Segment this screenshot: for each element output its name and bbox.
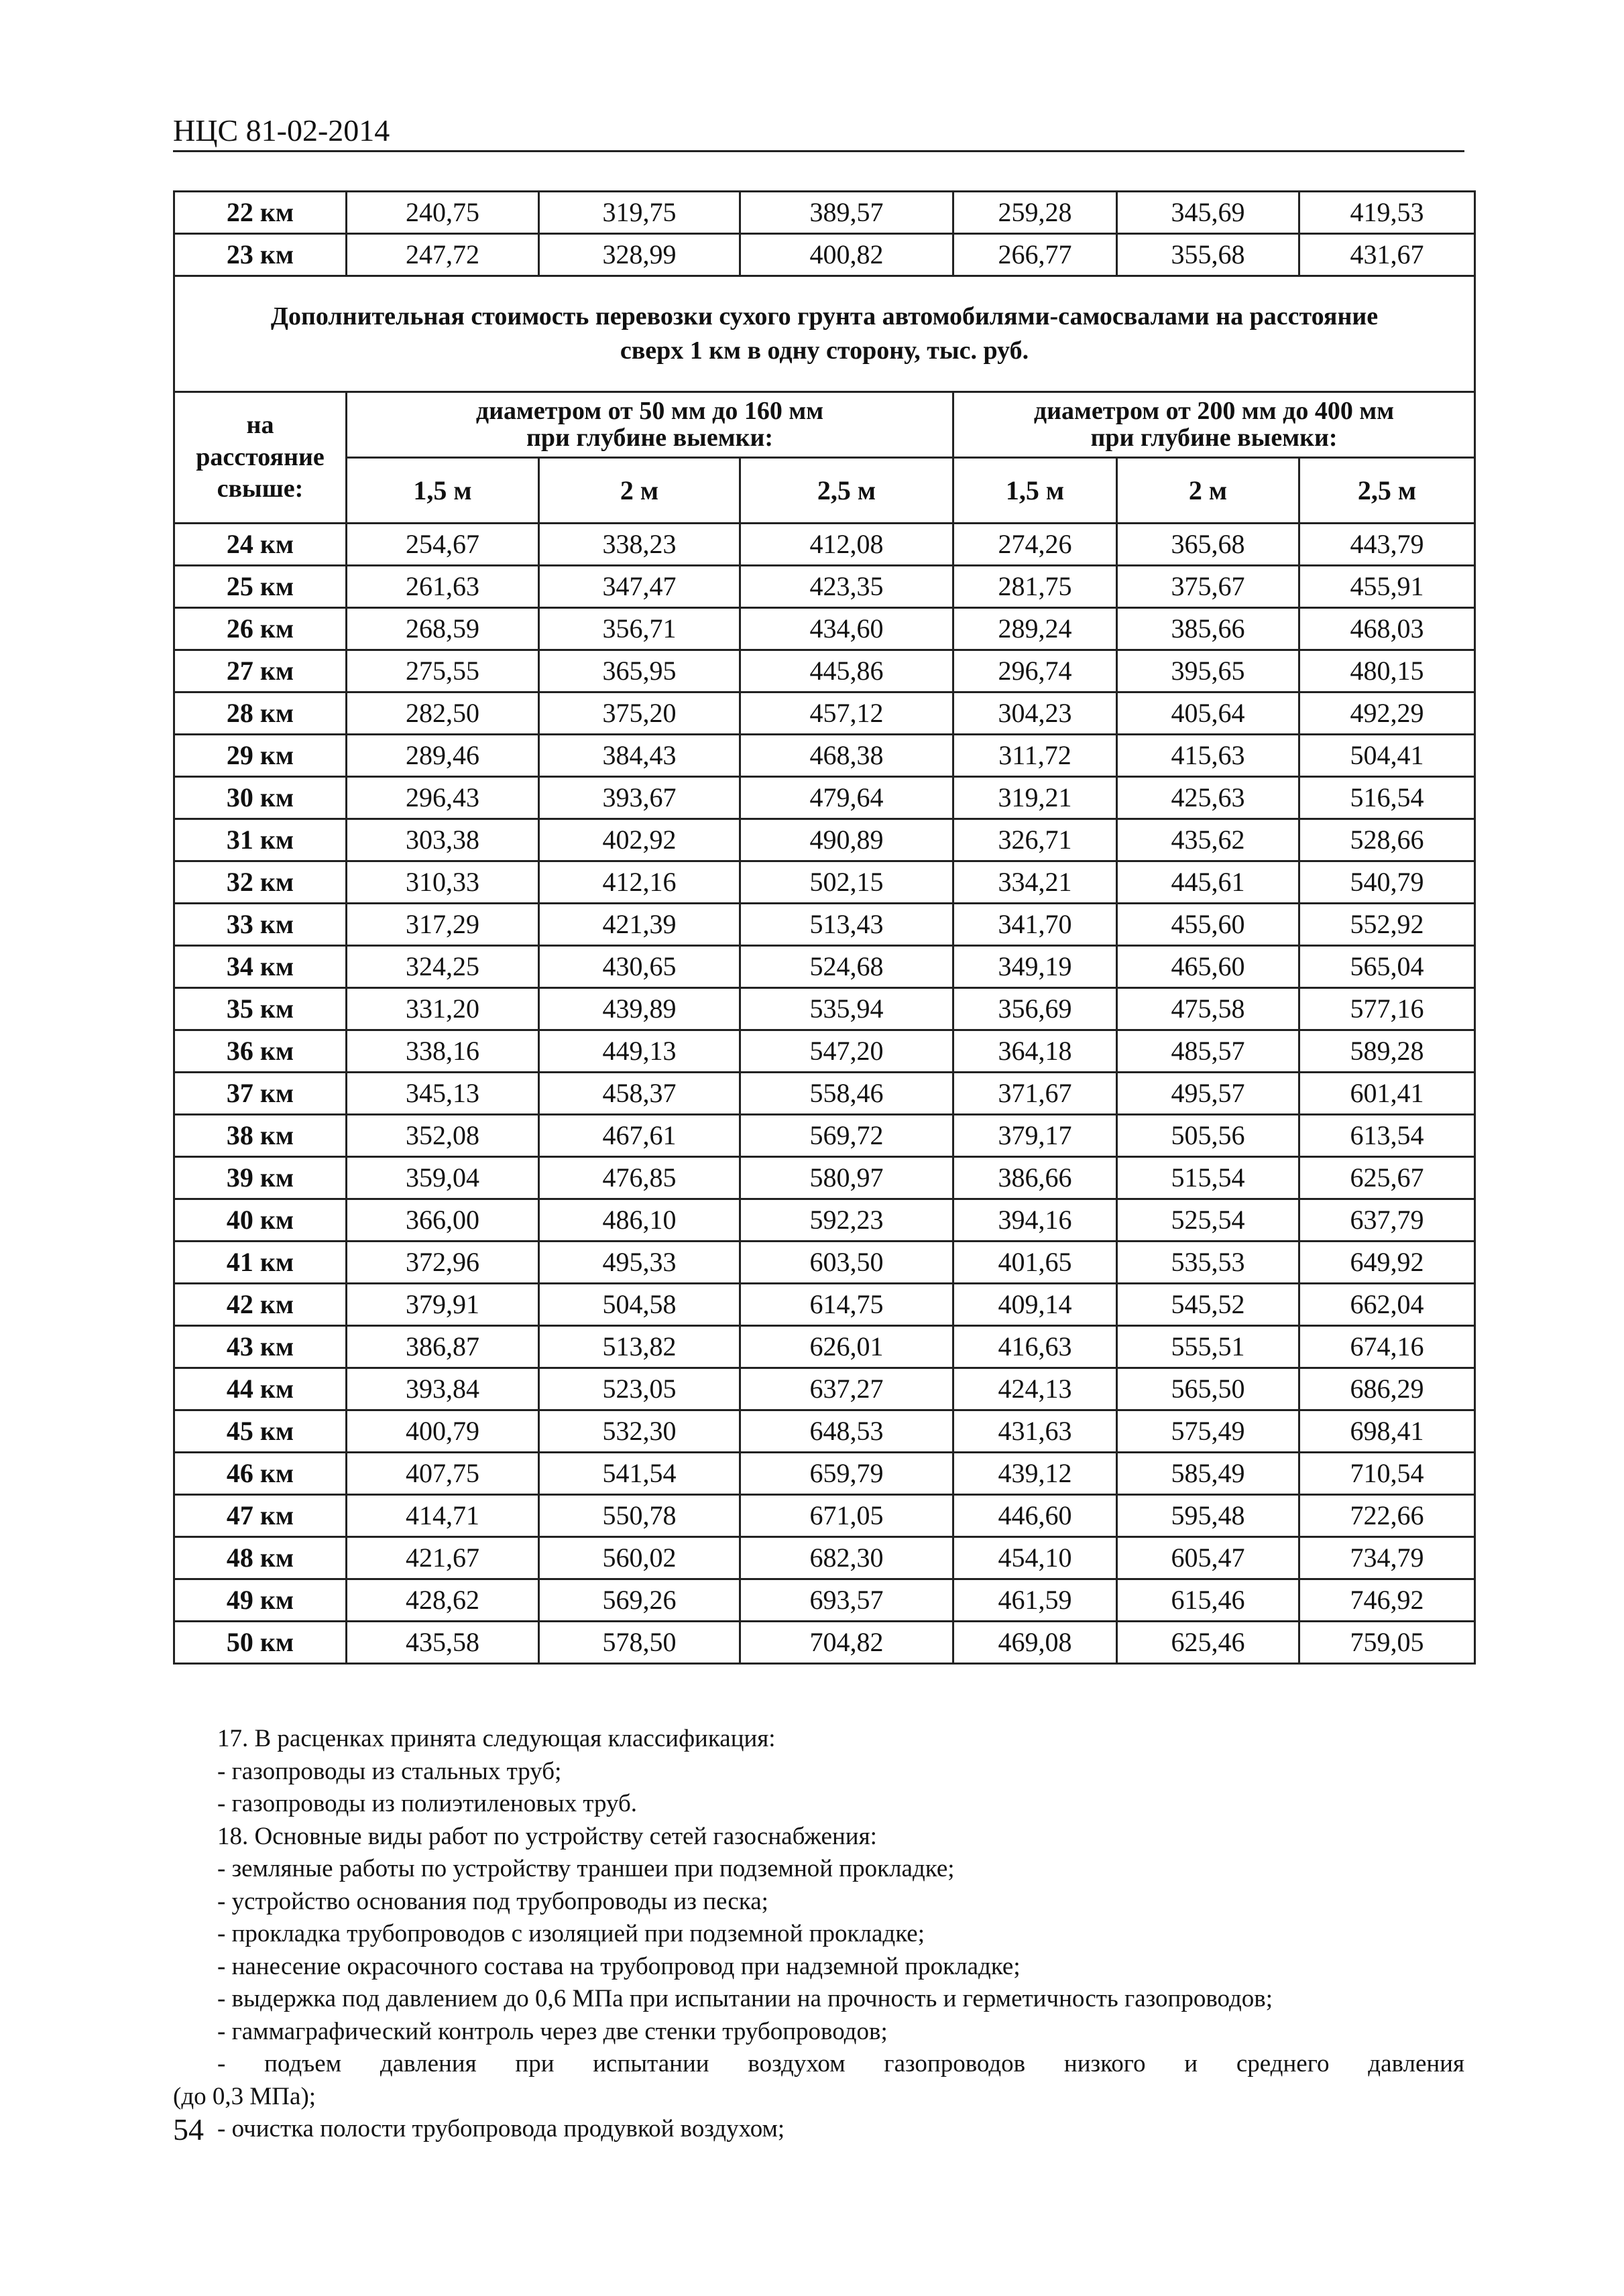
price-cell: 467,61 bbox=[539, 1115, 740, 1157]
price-cell: 424,13 bbox=[953, 1368, 1117, 1410]
price-cell: 395,65 bbox=[1117, 650, 1299, 692]
table-row bbox=[174, 1073, 1475, 1115]
price-cell: 254,67 bbox=[347, 524, 539, 566]
price-cell: 693,57 bbox=[740, 1579, 953, 1622]
price-cell: 569,26 bbox=[539, 1579, 740, 1622]
price-cell: 552,92 bbox=[1299, 904, 1475, 946]
distance-cell: 22 км bbox=[174, 192, 347, 234]
price-cell: 416,63 bbox=[953, 1326, 1117, 1368]
price-cell: 274,26 bbox=[953, 524, 1117, 566]
price-cell: 303,38 bbox=[347, 819, 539, 861]
price-cell: 545,52 bbox=[1117, 1284, 1299, 1326]
table-row bbox=[174, 650, 1475, 692]
table-row bbox=[174, 1284, 1475, 1326]
price-cell: 704,82 bbox=[740, 1622, 953, 1664]
caption-line: Дополнительная стоимость перевозки сухого грунта автомобилями-самосвалами на расстояние bbox=[270, 302, 1379, 330]
price-cell: 541,54 bbox=[539, 1453, 740, 1495]
price-cell: 560,02 bbox=[539, 1537, 740, 1579]
price-cell: 394,16 bbox=[953, 1199, 1117, 1242]
price-cell: 419,53 bbox=[1299, 192, 1475, 234]
price-cell: 613,54 bbox=[1299, 1115, 1475, 1157]
distance-cell: 27 км bbox=[174, 650, 347, 692]
table-row bbox=[174, 1199, 1475, 1242]
price-cell: 365,68 bbox=[1117, 524, 1299, 566]
price-cell: 615,46 bbox=[1117, 1579, 1299, 1622]
group-header-large-diameter bbox=[953, 392, 1475, 458]
price-cell: 431,63 bbox=[953, 1410, 1117, 1453]
table-row bbox=[174, 192, 1475, 234]
price-cell: 495,57 bbox=[1117, 1073, 1299, 1115]
price-cell: 389,57 bbox=[740, 192, 953, 234]
caption-row bbox=[174, 276, 1475, 392]
depth-header: 2 м bbox=[1117, 458, 1299, 524]
distance-cell: 36 км bbox=[174, 1030, 347, 1073]
row-header-cell bbox=[174, 392, 347, 524]
price-cell: 349,19 bbox=[953, 946, 1117, 988]
distance-cell: 31 км bbox=[174, 819, 347, 861]
group-header-small-diameter bbox=[347, 392, 953, 458]
price-cell: 439,12 bbox=[953, 1453, 1117, 1495]
table-row bbox=[174, 946, 1475, 988]
top-rows bbox=[174, 192, 1475, 276]
price-cell: 371,67 bbox=[953, 1073, 1117, 1115]
price-cell: 364,18 bbox=[953, 1030, 1117, 1073]
distance-cell: 25 км bbox=[174, 566, 347, 608]
price-cell: 386,66 bbox=[953, 1157, 1117, 1199]
price-cell: 421,39 bbox=[539, 904, 740, 946]
table-row bbox=[174, 819, 1475, 861]
price-cell: 281,75 bbox=[953, 566, 1117, 608]
price-cell: 386,87 bbox=[347, 1326, 539, 1368]
price-cell: 682,30 bbox=[740, 1537, 953, 1579]
price-cell: 385,66 bbox=[1117, 608, 1299, 650]
price-cell: 626,01 bbox=[740, 1326, 953, 1368]
price-cell: 513,43 bbox=[740, 904, 953, 946]
price-cell: 445,61 bbox=[1117, 861, 1299, 904]
price-cell: 649,92 bbox=[1299, 1242, 1475, 1284]
price-cell: 558,46 bbox=[740, 1073, 953, 1115]
note-item: - подъем давления при испытании воздухом газопроводов низкого и среднего давления bbox=[217, 2050, 1464, 2077]
distance-cell: 49 км bbox=[174, 1579, 347, 1622]
price-cell: 513,82 bbox=[539, 1326, 740, 1368]
price-cell: 445,86 bbox=[740, 650, 953, 692]
price-cell: 585,49 bbox=[1117, 1453, 1299, 1495]
price-cell: 331,20 bbox=[347, 988, 539, 1030]
price-cell: 412,08 bbox=[740, 524, 953, 566]
table-row bbox=[174, 524, 1475, 566]
price-cell: 516,54 bbox=[1299, 777, 1475, 819]
table-row bbox=[174, 777, 1475, 819]
price-cell: 282,50 bbox=[347, 692, 539, 735]
price-cell: 375,67 bbox=[1117, 566, 1299, 608]
price-cell: 393,67 bbox=[539, 777, 740, 819]
price-cell: 523,05 bbox=[539, 1368, 740, 1410]
price-cell: 495,33 bbox=[539, 1242, 740, 1284]
price-cell: 317,29 bbox=[347, 904, 539, 946]
price-cell: 580,97 bbox=[740, 1157, 953, 1199]
table-row bbox=[174, 1157, 1475, 1199]
price-cell: 525,54 bbox=[1117, 1199, 1299, 1242]
price-cell: 296,43 bbox=[347, 777, 539, 819]
table-row bbox=[174, 1326, 1475, 1368]
main-rows bbox=[174, 524, 1475, 1664]
price-cell: 532,30 bbox=[539, 1410, 740, 1453]
price-cell: 479,64 bbox=[740, 777, 953, 819]
price-cell: 504,41 bbox=[1299, 735, 1475, 777]
price-cell: 480,15 bbox=[1299, 650, 1475, 692]
price-cell: 347,47 bbox=[539, 566, 740, 608]
table-row bbox=[174, 1622, 1475, 1664]
price-cell: 625,46 bbox=[1117, 1622, 1299, 1664]
price-cell: 465,60 bbox=[1117, 946, 1299, 988]
price-cell: 446,60 bbox=[953, 1495, 1117, 1537]
price-cell: 577,16 bbox=[1299, 988, 1475, 1030]
row-header-line: на bbox=[246, 411, 274, 440]
price-cell: 423,35 bbox=[740, 566, 953, 608]
price-cell: 439,89 bbox=[539, 988, 740, 1030]
price-cell: 595,48 bbox=[1117, 1495, 1299, 1537]
price-cell: 268,59 bbox=[347, 608, 539, 650]
price-cell: 359,04 bbox=[347, 1157, 539, 1199]
distance-cell: 37 км bbox=[174, 1073, 347, 1115]
price-cell: 400,82 bbox=[740, 234, 953, 276]
note-item-continuation: (до 0,3 МПа); bbox=[173, 2082, 316, 2110]
distance-cell: 48 км bbox=[174, 1537, 347, 1579]
price-cell: 547,20 bbox=[740, 1030, 953, 1073]
price-cell: 431,67 bbox=[1299, 234, 1475, 276]
price-cell: 345,13 bbox=[347, 1073, 539, 1115]
price-cell: 485,57 bbox=[1117, 1030, 1299, 1073]
distance-cell: 38 км bbox=[174, 1115, 347, 1157]
distance-cell: 46 км bbox=[174, 1453, 347, 1495]
table-row bbox=[174, 1537, 1475, 1579]
price-cell: 356,69 bbox=[953, 988, 1117, 1030]
distance-cell: 39 км bbox=[174, 1157, 347, 1199]
price-cell: 328,99 bbox=[539, 234, 740, 276]
price-cell: 407,75 bbox=[347, 1453, 539, 1495]
depth-header: 2,5 м bbox=[1299, 458, 1475, 524]
note-item: - газопроводы из полиэтиленовых труб. bbox=[217, 1790, 638, 1817]
price-cell: 435,62 bbox=[1117, 819, 1299, 861]
price-cell: 304,23 bbox=[953, 692, 1117, 735]
table-row bbox=[174, 1579, 1475, 1622]
note-item: - устройство основания под трубопроводы из песка; bbox=[217, 1887, 768, 1915]
price-cell: 648,53 bbox=[740, 1410, 953, 1453]
price-cell: 486,10 bbox=[539, 1199, 740, 1242]
price-cell: 601,41 bbox=[1299, 1073, 1475, 1115]
price-cell: 535,94 bbox=[740, 988, 953, 1030]
note-heading: 17. В расценках принята следующая классификация: bbox=[217, 1725, 776, 1752]
price-cell: 443,79 bbox=[1299, 524, 1475, 566]
price-cell: 455,91 bbox=[1299, 566, 1475, 608]
price-cell: 475,58 bbox=[1117, 988, 1299, 1030]
note-item: - земляные работы по устройству траншеи при подземной прокладке; bbox=[217, 1855, 955, 1882]
price-cell: 524,68 bbox=[740, 946, 953, 988]
distance-cell: 42 км bbox=[174, 1284, 347, 1326]
table-row bbox=[174, 861, 1475, 904]
price-cell: 589,28 bbox=[1299, 1030, 1475, 1073]
depth-header: 2,5 м bbox=[740, 458, 953, 524]
note-heading: 18. Основные виды работ по устройству сетей газоснабжения: bbox=[217, 1822, 877, 1850]
distance-cell: 44 км bbox=[174, 1368, 347, 1410]
header-rule bbox=[173, 150, 1464, 152]
price-cell: 505,56 bbox=[1117, 1115, 1299, 1157]
notes-section bbox=[173, 1723, 1464, 2146]
price-cell: 746,92 bbox=[1299, 1579, 1475, 1622]
table-row bbox=[174, 566, 1475, 608]
table-row bbox=[174, 988, 1475, 1030]
price-cell: 405,64 bbox=[1117, 692, 1299, 735]
price-cell: 355,68 bbox=[1117, 234, 1299, 276]
table-row bbox=[174, 692, 1475, 735]
distance-cell: 33 км bbox=[174, 904, 347, 946]
price-cell: 430,65 bbox=[539, 946, 740, 988]
price-cell: 759,05 bbox=[1299, 1622, 1475, 1664]
price-cell: 366,00 bbox=[347, 1199, 539, 1242]
price-cell: 400,79 bbox=[347, 1410, 539, 1453]
price-cell: 319,21 bbox=[953, 777, 1117, 819]
price-cell: 372,96 bbox=[347, 1242, 539, 1284]
price-cell: 414,71 bbox=[347, 1495, 539, 1537]
price-cell: 266,77 bbox=[953, 234, 1117, 276]
price-cell: 289,46 bbox=[347, 735, 539, 777]
table-row bbox=[174, 904, 1475, 946]
distance-cell: 24 км bbox=[174, 524, 347, 566]
page-number: 54 bbox=[173, 2112, 204, 2147]
price-cell: 555,51 bbox=[1117, 1326, 1299, 1368]
note-item: - выдержка под давлением до 0,6 МПа при испытании на прочность и герметичность газопроводов; bbox=[217, 1985, 1273, 2012]
table-row bbox=[174, 234, 1475, 276]
distance-cell: 47 км bbox=[174, 1495, 347, 1537]
note-item: - газопроводы из стальных труб; bbox=[217, 1757, 562, 1785]
group-header-line: при глубине выемки: bbox=[526, 423, 774, 452]
price-cell: 326,71 bbox=[953, 819, 1117, 861]
distance-cell: 45 км bbox=[174, 1410, 347, 1453]
price-cell: 469,08 bbox=[953, 1622, 1117, 1664]
price-cell: 401,65 bbox=[953, 1242, 1117, 1284]
price-cell: 425,63 bbox=[1117, 777, 1299, 819]
price-cell: 535,53 bbox=[1117, 1242, 1299, 1284]
distance-cell: 43 км bbox=[174, 1326, 347, 1368]
table-row bbox=[174, 735, 1475, 777]
price-cell: 334,21 bbox=[953, 861, 1117, 904]
price-cell: 671,05 bbox=[740, 1495, 953, 1537]
price-cell: 356,71 bbox=[539, 608, 740, 650]
price-cell: 637,79 bbox=[1299, 1199, 1475, 1242]
price-cell: 461,59 bbox=[953, 1579, 1117, 1622]
caption-line: сверх 1 км в одну сторону, тыс. руб. bbox=[620, 337, 1029, 365]
depth-header: 1,5 м bbox=[953, 458, 1117, 524]
price-cell: 575,49 bbox=[1117, 1410, 1299, 1453]
price-cell: 384,43 bbox=[539, 735, 740, 777]
table-row bbox=[174, 1030, 1475, 1073]
price-cell: 275,55 bbox=[347, 650, 539, 692]
price-cell: 565,50 bbox=[1117, 1368, 1299, 1410]
price-cell: 698,41 bbox=[1299, 1410, 1475, 1453]
price-cell: 515,54 bbox=[1117, 1157, 1299, 1199]
group-header-row bbox=[174, 392, 1475, 458]
price-cell: 710,54 bbox=[1299, 1453, 1475, 1495]
document-code: НЦС 81-02-2014 bbox=[173, 113, 390, 147]
table-row bbox=[174, 1410, 1475, 1453]
table-row bbox=[174, 1453, 1475, 1495]
price-cell: 409,14 bbox=[953, 1284, 1117, 1326]
price-table bbox=[173, 190, 1476, 1665]
price-cell: 393,84 bbox=[347, 1368, 539, 1410]
group-header-line: диаметром от 50 мм до 160 мм bbox=[475, 396, 824, 425]
distance-cell: 28 км bbox=[174, 692, 347, 735]
table-row bbox=[174, 1115, 1475, 1157]
price-cell: 637,27 bbox=[740, 1368, 953, 1410]
price-cell: 449,13 bbox=[539, 1030, 740, 1073]
distance-cell: 40 км bbox=[174, 1199, 347, 1242]
price-cell: 468,03 bbox=[1299, 608, 1475, 650]
price-cell: 468,38 bbox=[740, 735, 953, 777]
price-cell: 435,58 bbox=[347, 1622, 539, 1664]
distance-cell: 35 км bbox=[174, 988, 347, 1030]
price-cell: 592,23 bbox=[740, 1199, 953, 1242]
price-cell: 625,67 bbox=[1299, 1157, 1475, 1199]
distance-cell: 23 км bbox=[174, 234, 347, 276]
group-header-line: диаметром от 200 мм до 400 мм bbox=[1033, 396, 1395, 425]
price-cell: 310,33 bbox=[347, 861, 539, 904]
distance-cell: 26 км bbox=[174, 608, 347, 650]
price-cell: 578,50 bbox=[539, 1622, 740, 1664]
price-cell: 365,95 bbox=[539, 650, 740, 692]
price-cell: 490,89 bbox=[740, 819, 953, 861]
price-cell: 454,10 bbox=[953, 1537, 1117, 1579]
price-cell: 402,92 bbox=[539, 819, 740, 861]
price-cell: 421,67 bbox=[347, 1537, 539, 1579]
distance-cell: 41 км bbox=[174, 1242, 347, 1284]
price-cell: 324,25 bbox=[347, 946, 539, 988]
note-item: - нанесение окрасочного состава на трубопровод при надземной прокладке; bbox=[217, 1952, 1021, 1980]
price-cell: 659,79 bbox=[740, 1453, 953, 1495]
price-cell: 528,66 bbox=[1299, 819, 1475, 861]
price-cell: 614,75 bbox=[740, 1284, 953, 1326]
price-cell: 379,17 bbox=[953, 1115, 1117, 1157]
price-cell: 341,70 bbox=[953, 904, 1117, 946]
price-cell: 455,60 bbox=[1117, 904, 1299, 946]
price-cell: 565,04 bbox=[1299, 946, 1475, 988]
table-row bbox=[174, 608, 1475, 650]
row-header-line: расстояние bbox=[196, 442, 325, 471]
price-cell: 259,28 bbox=[953, 192, 1117, 234]
price-cell: 686,29 bbox=[1299, 1368, 1475, 1410]
price-cell: 492,29 bbox=[1299, 692, 1475, 735]
price-cell: 457,12 bbox=[740, 692, 953, 735]
price-cell: 603,50 bbox=[740, 1242, 953, 1284]
price-cell: 379,91 bbox=[347, 1284, 539, 1326]
price-cell: 605,47 bbox=[1117, 1537, 1299, 1579]
price-cell: 311,72 bbox=[953, 735, 1117, 777]
price-cell: 476,85 bbox=[539, 1157, 740, 1199]
price-cell: 502,15 bbox=[740, 861, 953, 904]
table-caption bbox=[174, 276, 1475, 392]
price-cell: 415,63 bbox=[1117, 735, 1299, 777]
price-cell: 550,78 bbox=[539, 1495, 740, 1537]
price-cell: 662,04 bbox=[1299, 1284, 1475, 1326]
table-row bbox=[174, 1368, 1475, 1410]
note-item: - гаммаграфический контроль через две стенки трубопроводов; bbox=[217, 2017, 888, 2045]
note-item: - очистка полости трубопровода продувкой воздухом; bbox=[217, 2115, 785, 2142]
distance-cell: 50 км bbox=[174, 1622, 347, 1664]
table-row bbox=[174, 1495, 1475, 1537]
price-cell: 296,74 bbox=[953, 650, 1117, 692]
price-cell: 458,37 bbox=[539, 1073, 740, 1115]
price-cell: 722,66 bbox=[1299, 1495, 1475, 1537]
price-cell: 412,16 bbox=[539, 861, 740, 904]
price-cell: 540,79 bbox=[1299, 861, 1475, 904]
depth-header: 2 м bbox=[539, 458, 740, 524]
price-cell: 338,23 bbox=[539, 524, 740, 566]
distance-cell: 30 км bbox=[174, 777, 347, 819]
price-cell: 319,75 bbox=[539, 192, 740, 234]
price-cell: 247,72 bbox=[347, 234, 539, 276]
depth-header-row bbox=[174, 458, 1475, 524]
table-row bbox=[174, 1242, 1475, 1284]
row-header-line: свыше: bbox=[217, 475, 304, 503]
price-cell: 352,08 bbox=[347, 1115, 539, 1157]
distance-cell: 29 км bbox=[174, 735, 347, 777]
price-cell: 289,24 bbox=[953, 608, 1117, 650]
price-cell: 345,69 bbox=[1117, 192, 1299, 234]
price-cell: 434,60 bbox=[740, 608, 953, 650]
depth-header: 1,5 м bbox=[347, 458, 539, 524]
distance-cell: 34 км bbox=[174, 946, 347, 988]
price-cell: 674,16 bbox=[1299, 1326, 1475, 1368]
group-header-line: при глубине выемки: bbox=[1090, 423, 1338, 452]
price-cell: 504,58 bbox=[539, 1284, 740, 1326]
price-cell: 428,62 bbox=[347, 1579, 539, 1622]
price-cell: 240,75 bbox=[347, 192, 539, 234]
price-cell: 569,72 bbox=[740, 1115, 953, 1157]
price-cell: 734,79 bbox=[1299, 1537, 1475, 1579]
price-cell: 261,63 bbox=[347, 566, 539, 608]
note-item: - прокладка трубопроводов с изоляцией при подземной прокладке; bbox=[217, 1920, 925, 1947]
price-cell: 338,16 bbox=[347, 1030, 539, 1073]
price-cell: 375,20 bbox=[539, 692, 740, 735]
distance-cell: 32 км bbox=[174, 861, 347, 904]
